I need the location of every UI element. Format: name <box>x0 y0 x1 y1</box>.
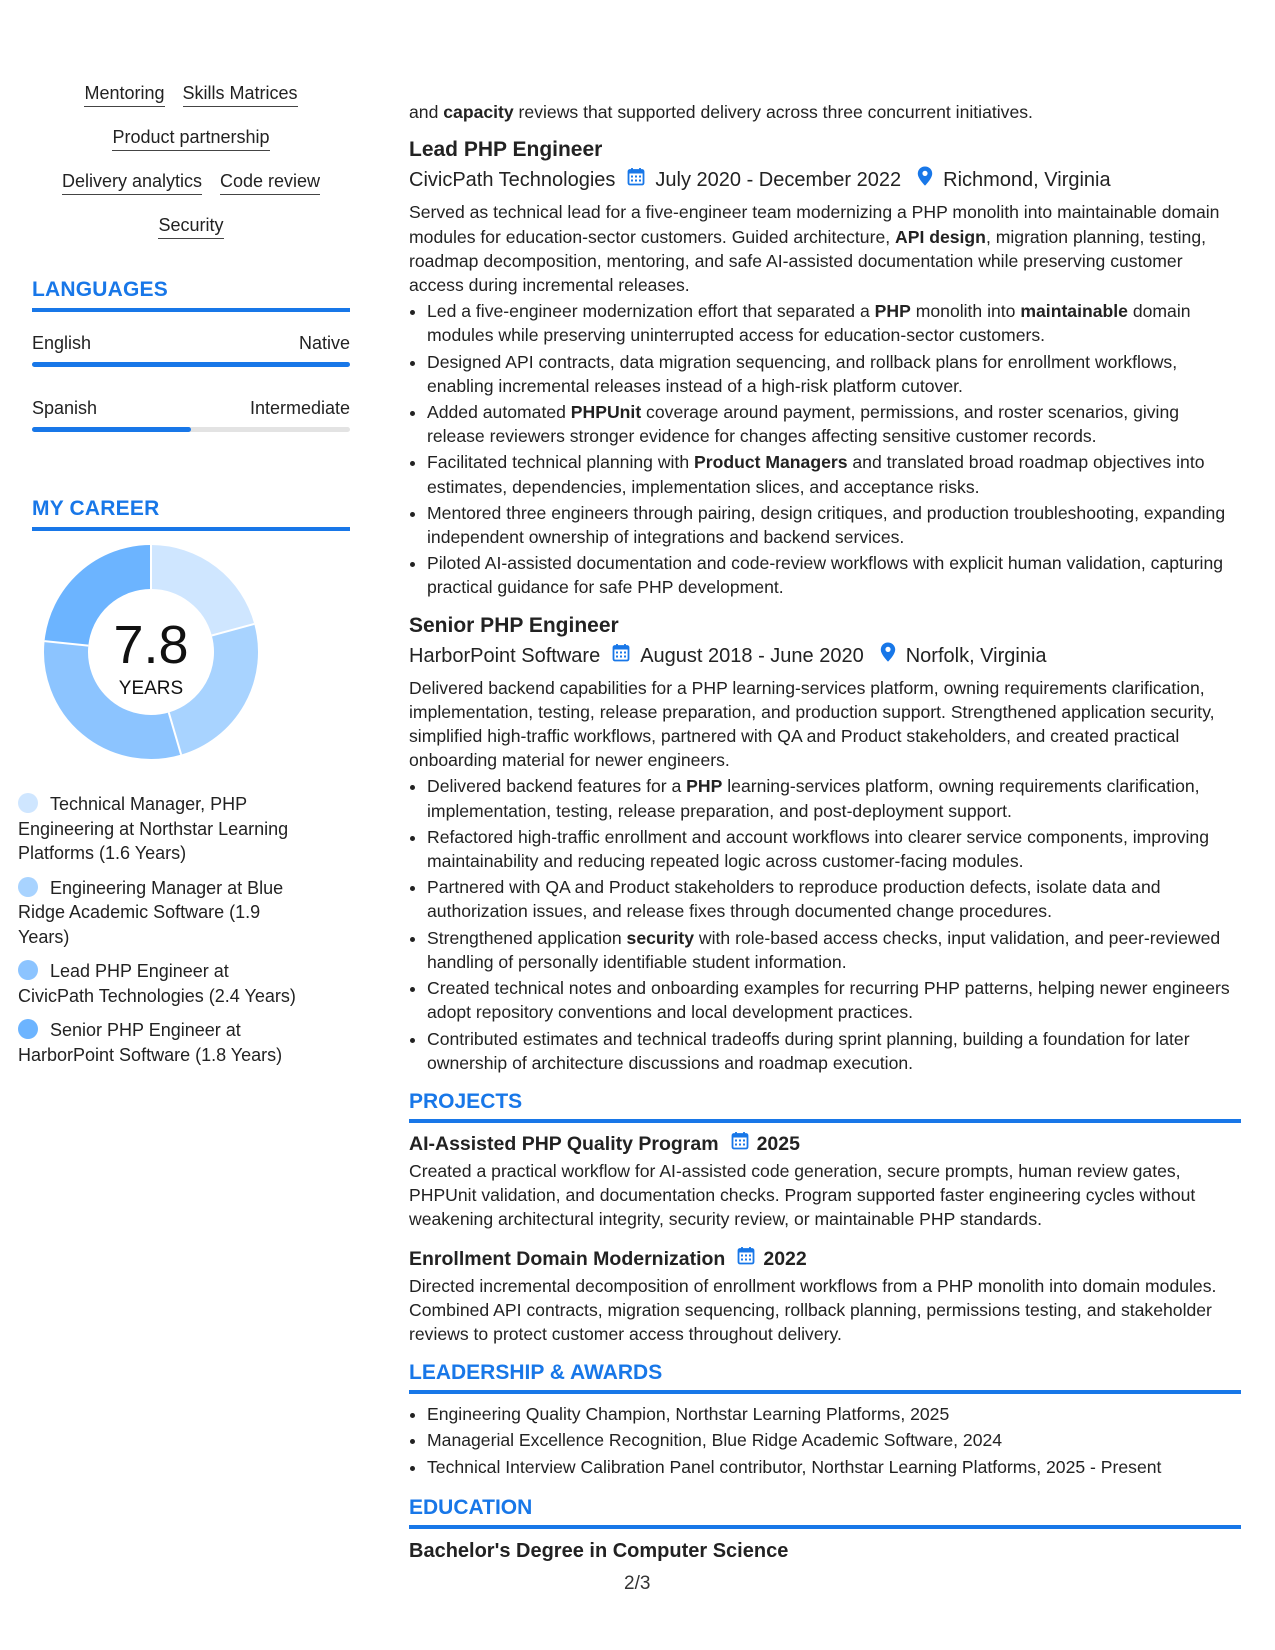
skill-tag: Security <box>158 214 223 239</box>
awards-section <box>409 1360 1241 1479</box>
language-level: Intermediate <box>249 398 350 418</box>
bullet-text: monolith into <box>910 301 1021 322</box>
bullet-bold-text: Product Managers <box>694 452 848 473</box>
bullet-text: learning-services platform, owning requirements clarification, implementation, testing, release preparation, and post-deployment support. <box>427 776 1200 821</box>
bullet-bold-text: PHP <box>686 776 723 797</box>
job-bullet <box>427 825 1241 873</box>
career-total-unit: YEARS <box>118 678 184 699</box>
project-description: Created a practical workflow for AI-assisted code generation, secure prompts, human review gates, PHPUnit validation, and documentation checks. Program supported faster engineering cycles without weakening architectural integrity, security review, or maintainable PHP standards. <box>409 1160 1196 1230</box>
section-divider <box>409 1390 1241 1394</box>
career-role-label: Engineering Manager at Blue Ridge Academic Software (1.9 Years) <box>18 877 284 947</box>
project-entry <box>409 1131 1241 1232</box>
projects-section <box>409 1089 1241 1346</box>
skill-tag: Code review <box>220 170 320 195</box>
main-column <box>409 76 1241 1565</box>
project-title: Enrollment Domain Modernization <box>409 1247 726 1270</box>
career-legend-item <box>18 792 308 866</box>
bullet-text: and translated broad roadmap objectives into estimates, dependencies, implementation slices, and acceptance risks. <box>427 452 1205 497</box>
career-donut-chart <box>36 537 266 767</box>
calendar-icon <box>731 1131 749 1157</box>
career-heading: MY CAREER <box>32 497 160 520</box>
skill-tag: Delivery analytics <box>62 170 202 195</box>
bullet-text: Refactored high-traffic enrollment and account workflows into clearer service components, improving maintainability and reducing repeated logic across customer-facing modules. <box>427 826 1209 872</box>
education-heading: EDUCATION <box>409 1495 533 1519</box>
languages-section <box>32 277 350 432</box>
experience-list <box>409 136 1241 1075</box>
job-summary-bold: API design <box>895 226 986 247</box>
page-number: 2/3 <box>624 1573 651 1594</box>
award-item: • Managerial Excellence Recognition, Blue Ridge Academic Software, 2024 <box>427 1428 1241 1452</box>
job-bullet <box>427 299 1241 347</box>
bullet-bold-text: maintainable <box>1020 301 1128 322</box>
career-legend-item <box>18 876 308 950</box>
job-bullet <box>427 551 1241 599</box>
language-proficiency-bar <box>32 427 350 432</box>
bullet-text: coverage around payment, permissions, and roster scenarios, giving release reviewers stronger evidence for changes affecting sensitive customer records. <box>427 402 1180 447</box>
bullet-text: Designed API contracts, data migration sequencing, and rollback plans for enrollment workflows, enabling incremental releases instead of a high-risk platform cutover. <box>427 351 1178 396</box>
bullet-text: Strengthened application <box>427 927 627 948</box>
career-section <box>32 496 350 531</box>
job-bullet <box>427 450 1241 498</box>
job-location: Richmond, Virginia <box>943 169 1111 192</box>
job-entry <box>409 612 1241 1075</box>
language-level: Native <box>298 333 350 353</box>
job-bullets <box>409 299 1241 599</box>
calendar-icon <box>627 166 645 194</box>
language-proficiency-fill <box>32 427 191 432</box>
job-meta <box>409 642 1241 670</box>
bullet-text: Partnered with QA and Product stakeholders to reproduce production defects, isolate data and authorization issues, and release fixes through documented change procedures. <box>427 877 1161 922</box>
bullet-text: Mentored three engineers through pairing, design critiques, and production troubleshooting, expanding independent ownership of integrations and backend services. <box>427 502 1226 548</box>
project-year: 2022 <box>763 1247 807 1270</box>
skill-tag: Mentoring <box>84 82 164 107</box>
job-location: Norfolk, Virginia <box>905 644 1047 667</box>
job-bullet <box>427 350 1241 398</box>
bullet-bold-text: PHP <box>874 301 911 322</box>
job-bullet <box>427 926 1241 974</box>
degree-title: Bachelor's Degree in Computer Science <box>409 1539 789 1562</box>
job-title: Lead PHP Engineer <box>409 138 603 162</box>
bullet-text: with role-based access checks, input validation, and peer-reviewed handling of personally identifiable student information. <box>427 927 1221 972</box>
project-title: AI-Assisted PHP Quality Program <box>409 1132 719 1155</box>
award-item: • Technical Interview Calibration Panel contributor, Northstar Learning Platforms, 2025 - Present <box>427 1455 1241 1479</box>
bullet-text: Facilitated technical planning with <box>427 452 694 473</box>
job-bullet <box>427 400 1241 448</box>
job-bullet <box>427 875 1241 923</box>
skills-row <box>32 170 350 195</box>
job-bullet <box>427 501 1241 549</box>
awards-heading: LEADERSHIP & AWARDS <box>409 1361 663 1385</box>
language-item <box>32 332 350 367</box>
award-item: • Engineering Quality Champion, Northstar Learning Platforms, 2025 <box>427 1402 1241 1426</box>
bullet-text: Led a five-engineer modernization effort that separated a <box>427 301 875 322</box>
bullet-bold-text: PHPUnit <box>570 402 642 423</box>
bullet-text: Added automated <box>427 402 571 423</box>
skills-row <box>32 126 350 151</box>
projects-heading: PROJECTS <box>409 1089 523 1113</box>
location-pin-icon <box>917 166 933 194</box>
continuation-line <box>409 76 1241 124</box>
left-column <box>32 82 350 531</box>
skill-tag: Product partnership <box>112 126 269 151</box>
job-bullets <box>409 774 1241 1074</box>
bullet-text: Delivered backend features for a <box>427 776 687 797</box>
bullet-text: Contributed estimates and technical tradeoffs during sprint planning, building a foundation for later ownership of architecture discussions and roadmap execution. <box>427 1028 1190 1073</box>
career-legend <box>18 792 308 1077</box>
education-section <box>409 1495 1241 1565</box>
career-role-label: Senior PHP Engineer at HarborPoint Software (1.8 Years) <box>18 1020 283 1065</box>
calendar-icon <box>612 642 630 670</box>
bullet-text: Piloted AI-assisted documentation and code-review workflows with explicit human validation, capturing practical guidance for safe PHP development. <box>427 553 1224 598</box>
section-divider <box>32 527 350 531</box>
legend-swatch <box>18 1019 38 1039</box>
job-dates: August 2018 - June 2020 <box>640 644 864 667</box>
job-summary <box>409 200 1241 297</box>
project-description: Directed incremental decomposition of enrollment workflows from a PHP monolith into domain modules. Combined API contracts, migration sequencing, rollback planning, permissions testing, and stakeholder reviews to protect customer access throughout delivery. <box>409 1275 1217 1344</box>
job-bullet <box>427 1027 1241 1075</box>
languages-heading: LANGUAGES <box>32 278 168 301</box>
legend-swatch <box>18 960 38 980</box>
language-name: Spanish <box>32 398 98 418</box>
continuation-text-start: and <box>409 102 444 123</box>
location-pin-icon <box>880 642 896 670</box>
project-header <box>409 1246 1241 1272</box>
projects-list <box>409 1131 1241 1346</box>
job-entry <box>409 136 1241 599</box>
bullet-text: domain modules while preserving uninterrupted access for education-sector customers. <box>427 301 1191 346</box>
continuation-text-end: reviews that supported delivery across three concurrent initiatives. <box>513 102 1033 123</box>
awards-list <box>409 1402 1241 1479</box>
job-bullet <box>427 774 1241 822</box>
skill-tag: Skills Matrices <box>183 82 298 107</box>
career-role-label: Technical Manager, PHP Engineering at Northstar Learning Platforms (1.6 Years) <box>18 794 289 863</box>
skills-row <box>32 82 350 107</box>
section-divider <box>409 1525 1241 1529</box>
section-divider <box>32 308 350 312</box>
company-name: CivicPath Technologies <box>409 169 616 192</box>
language-proficiency-fill <box>32 362 350 367</box>
legend-swatch <box>18 793 38 813</box>
job-bullet <box>427 976 1241 1024</box>
project-header <box>409 1131 1241 1157</box>
job-title: Senior PHP Engineer <box>409 613 619 637</box>
language-name: English <box>32 333 92 353</box>
skills-row <box>32 214 350 239</box>
job-summary <box>409 676 1241 773</box>
career-role-label: Lead PHP Engineer at CivicPath Technologies (2.4 Years) <box>18 961 296 1006</box>
continuation-bold: capacity <box>443 102 514 123</box>
project-entry <box>409 1246 1241 1347</box>
job-summary-text: Served as technical lead for a five-engineer team modernizing a PHP monolith into maintainable domain modules for education-sector customers. Guided architecture, <box>409 202 1220 247</box>
career-total-years: 7.8 <box>113 615 189 675</box>
section-divider <box>409 1119 1241 1123</box>
language-item <box>32 397 350 432</box>
career-legend-item <box>18 1018 308 1067</box>
job-meta <box>409 166 1241 194</box>
job-summary-text: Delivered backend capabilities for a PHP learning-services platform, owning requirements clarification, implementation, testing, release preparation, and production support. Strengthened application security, simplified high-traffic workflows, partnered with QA and Product stakeholders, and created practical onboarding material for newer engineers. <box>409 677 1215 771</box>
bullet-bold-text: security <box>626 927 695 948</box>
bullet-text: Created technical notes and onboarding examples for recurring PHP patterns, helping newer engineers adopt repository conventions and local development practices. <box>427 978 1230 1023</box>
job-dates: July 2020 - December 2022 <box>655 169 902 192</box>
company-name: HarborPoint Software <box>409 644 601 667</box>
calendar-icon <box>737 1246 755 1272</box>
language-proficiency-bar <box>32 362 350 367</box>
job-summary-text: , migration planning, testing, roadmap decomposition, mentoring, and safe AI-assisted documentation while preserving customer access during incremental releases. <box>409 226 1206 296</box>
project-year: 2025 <box>756 1132 800 1155</box>
career-legend-item <box>18 959 308 1008</box>
legend-swatch <box>18 877 38 897</box>
